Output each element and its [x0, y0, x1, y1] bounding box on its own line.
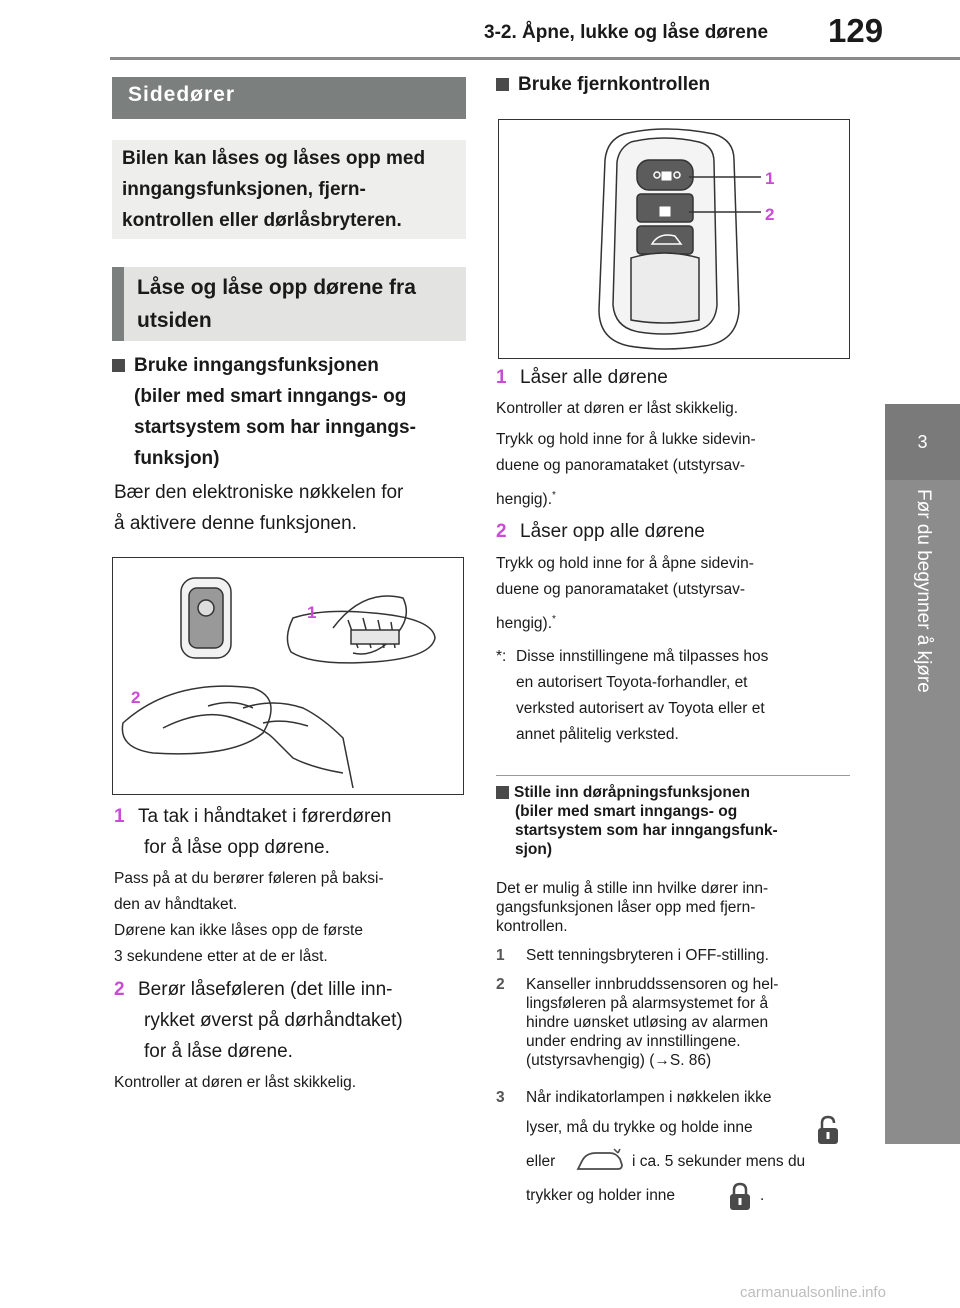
chapter-tab	[885, 404, 960, 1144]
intro-box	[112, 140, 466, 239]
heading-line: startsystem som har inngangsfunk-	[515, 822, 778, 839]
panorama-roof-button-icon	[576, 1147, 624, 1173]
entry-function-heading	[112, 350, 472, 474]
step-line: rykket øverst på dørhåndtaket)	[144, 1010, 403, 1031]
text-line: gangsfunksjonen låser opp med fjern-	[496, 899, 756, 916]
footnote-mark: *:	[496, 648, 507, 665]
setting-heading	[496, 783, 856, 859]
remote-item-2-notes	[496, 551, 850, 637]
step-line: Ta tak i håndtaket i førerdøren	[138, 806, 392, 827]
remote-item-2	[496, 516, 705, 547]
step-line: for å låse opp dørene.	[144, 837, 330, 858]
heading-line: (biler med smart inngangs- og	[134, 386, 407, 407]
step-line: lyser, må du trykke og holde inne	[526, 1119, 753, 1136]
item-number: 2	[496, 521, 507, 542]
page-number: 129	[828, 12, 884, 49]
note-line: den av håndtaket.	[114, 896, 238, 913]
header-rule	[110, 57, 960, 60]
chapter-number: 3	[885, 404, 960, 480]
step-2-note: Kontroller at døren er låst skikkelig.	[114, 1074, 357, 1091]
section-divider	[496, 775, 850, 776]
step-line: eller	[526, 1153, 556, 1170]
item-number: 1	[496, 367, 507, 388]
entry-function-text	[114, 477, 403, 539]
heading-line: Bruke inngangsfunksjonen	[134, 355, 379, 376]
asterisk: *	[552, 490, 556, 501]
step-line: Kanseller innbruddssensoren og hel-	[526, 976, 779, 993]
figure-label-2: 2	[131, 688, 141, 707]
text-line: Bær den elektroniske nøkkelen for	[114, 482, 404, 503]
item-text: Låser alle dørene	[520, 367, 668, 388]
door-handle-figure	[112, 557, 464, 795]
figure-label-2: 2	[765, 205, 775, 224]
remote-item-1-notes	[496, 396, 850, 513]
step-line: (utstyrsavhengig) (→S. 86)	[526, 1052, 712, 1069]
note-line: hengig).	[496, 491, 553, 509]
footnote-line: en autorisert Toyota-forhandler, et	[516, 674, 748, 691]
footnote-line: verksted autorisert av Toyota eller et	[516, 700, 765, 717]
unlock-button-icon	[816, 1115, 840, 1145]
step-1-notes	[114, 866, 464, 970]
step-2	[114, 974, 464, 1067]
heading-line: (biler med smart inngangs- og	[515, 803, 738, 820]
step-line: hindre uønsket utløsing av alarmen	[526, 1014, 769, 1031]
section-heading-text: Sidedører	[128, 83, 236, 106]
chapter-title-wrap	[895, 489, 951, 693]
step-line: trykker og holder inne	[526, 1187, 676, 1204]
watermark: carmanualsonline.info	[740, 1284, 886, 1301]
asterisk: *	[552, 614, 556, 625]
note-line: Dørene kan ikke låses opp de første	[114, 922, 363, 939]
footnote	[496, 644, 850, 748]
remote-heading-text: Bruke fjernkontrollen	[518, 74, 711, 95]
step-number: 1	[114, 806, 125, 827]
note-line: duene og panoramataket (utstyrsav-	[496, 581, 745, 598]
remote-figure	[498, 119, 850, 359]
step-line: Sett tenningsbryteren i OFF-stilling.	[526, 947, 769, 964]
step-number: 1	[496, 947, 505, 964]
lock-button-icon	[728, 1181, 752, 1211]
setting-step-3	[496, 1089, 856, 1221]
step-end: .	[760, 1187, 765, 1204]
remote-heading	[496, 69, 710, 100]
item-text: Låser opp alle dørene	[520, 521, 705, 542]
heading-line: Stille inn døråpningsfunksjonen	[514, 784, 750, 801]
step-line: for å låse dørene.	[144, 1041, 293, 1062]
heading-line: sjon)	[515, 841, 553, 858]
setting-step-2	[496, 975, 856, 1070]
remote-key-illustration	[499, 120, 848, 357]
section-heading	[112, 77, 466, 119]
note-line: hengig).	[496, 615, 553, 633]
subheading	[112, 267, 466, 341]
note-line: Trykk og hold inne for å lukke sidevin-	[496, 431, 756, 448]
step-line: Når indikatorlampen i nøkkelen ikke	[526, 1089, 772, 1106]
subheading-text: Låse og låse opp dørene fra utsiden	[137, 276, 416, 332]
intro-text: Bilen kan låses og låses opp med inngangsfunksjonen, fjern-kontrollen eller dørlåsbryteren.	[122, 148, 426, 231]
note-line: 3 sekundene etter at de er låst.	[114, 948, 328, 965]
square-bullet-icon	[496, 78, 509, 91]
note-line: duene og panoramataket (utstyrsav-	[496, 457, 745, 474]
setting-step-1	[496, 946, 856, 965]
remote-item-1	[496, 362, 668, 393]
setting-text	[496, 879, 856, 936]
heading-line: funksjon)	[134, 448, 220, 469]
step-line: Berør låseføleren (det lille inn-	[138, 979, 393, 1000]
footnote-line: annet pålitelig verksted.	[516, 726, 679, 743]
figure-label-1: 1	[765, 169, 775, 188]
square-bullet-icon	[496, 786, 509, 799]
text-line: Det er mulig å stille inn hvilke dører inn-	[496, 880, 769, 897]
step-1	[114, 801, 464, 863]
step-line: i ca. 5 sekunder mens du	[632, 1153, 806, 1170]
figure-label-1: 1	[307, 603, 317, 622]
note-line: Trykk og hold inne for å åpne sidevin-	[496, 555, 754, 572]
text-line: kontrollen.	[496, 918, 568, 935]
text-line: å aktivere denne funksjonen.	[114, 513, 357, 534]
footnote-line: Disse innstillingene må tilpasses hos	[516, 648, 769, 665]
heading-line: startsystem som har inngangs-	[134, 417, 416, 438]
step-number: 3	[496, 1089, 505, 1106]
square-bullet-icon	[112, 359, 125, 372]
door-handle-illustration	[113, 558, 462, 793]
step-number: 2	[114, 979, 125, 1000]
note-line: Pass på at du berører føleren på baksi-	[114, 870, 384, 887]
chapter-title: Før du begynner å kjøre	[913, 489, 934, 693]
step-line: lingsføleren på alarmsystemet for å	[526, 995, 769, 1012]
note-line: Kontroller at døren er låst skikkelig.	[496, 400, 739, 417]
section-title: 3-2. Åpne, lukke og låse dørene	[484, 22, 769, 43]
step-line: under endring av innstillingene.	[526, 1033, 741, 1050]
step-number: 2	[496, 976, 505, 993]
